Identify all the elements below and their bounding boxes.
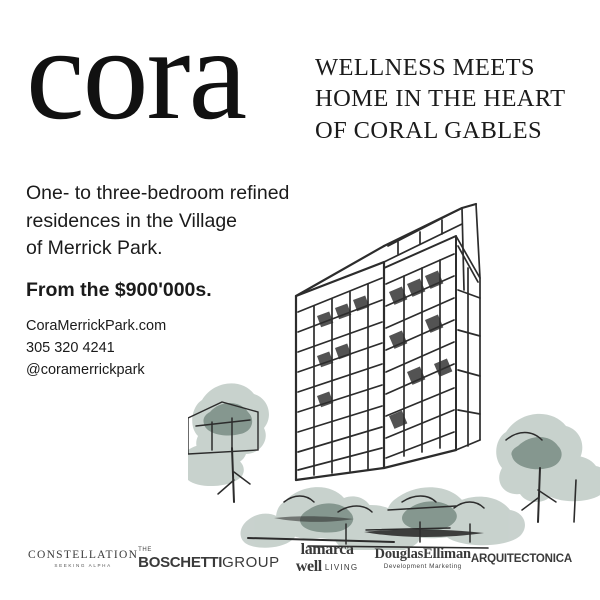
- body-copy-line-3: of Merrick Park.: [26, 237, 163, 260]
- website-link[interactable]: CoraMerrickPark.com: [26, 318, 167, 334]
- logo-lamarca-well-living: [280, 542, 375, 576]
- tagline-line-2: HOME IN THE HEART: [315, 85, 566, 113]
- logo-douglas-elliman: [375, 547, 471, 571]
- logo-lamarca-name: lamarca well LIVING: [295, 541, 359, 575]
- logo-arquitectonica-name: ARQUITECTONICA: [470, 552, 572, 565]
- logo-constellation-subtitle: SEEKING ALPHA: [54, 563, 112, 569]
- building-illustration: [188, 150, 600, 550]
- hand-drawn-building-svg: [188, 150, 600, 550]
- body-copy-line-1: One- to three-bedroom refined: [26, 182, 290, 204]
- logo-constellation-name: CONSTELLATION: [28, 549, 139, 562]
- contact-block: [26, 315, 166, 381]
- tagline-line-3: OF CORAL GABLES: [315, 116, 542, 144]
- phone-number[interactable]: 305 320 4241: [26, 340, 115, 357]
- logo-boschetti-the: THE: [138, 547, 152, 554]
- logo-elliman-name: DouglasElliman: [374, 546, 471, 563]
- logo-elliman-subtitle: Development Marketing: [383, 563, 462, 571]
- body-copy-line-2: residences in the Village: [26, 209, 238, 232]
- tagline: [315, 52, 590, 146]
- logo-constellation: [28, 549, 138, 569]
- social-handle[interactable]: @coramerrickpark: [26, 362, 145, 379]
- tagline-line-1: WELLNESS MEETS: [315, 54, 535, 81]
- logo-boschetti-group: [138, 547, 279, 570]
- logo-boschetti-name: BOSCHETTIGROUP: [138, 553, 280, 571]
- building-ink-strokes: [296, 204, 480, 480]
- partner-logo-strip: [0, 535, 600, 583]
- brand-wordmark: cora: [26, 0, 246, 147]
- logo-arquitectonica: [471, 553, 572, 565]
- price-statement: From the $900'000s.: [26, 279, 212, 302]
